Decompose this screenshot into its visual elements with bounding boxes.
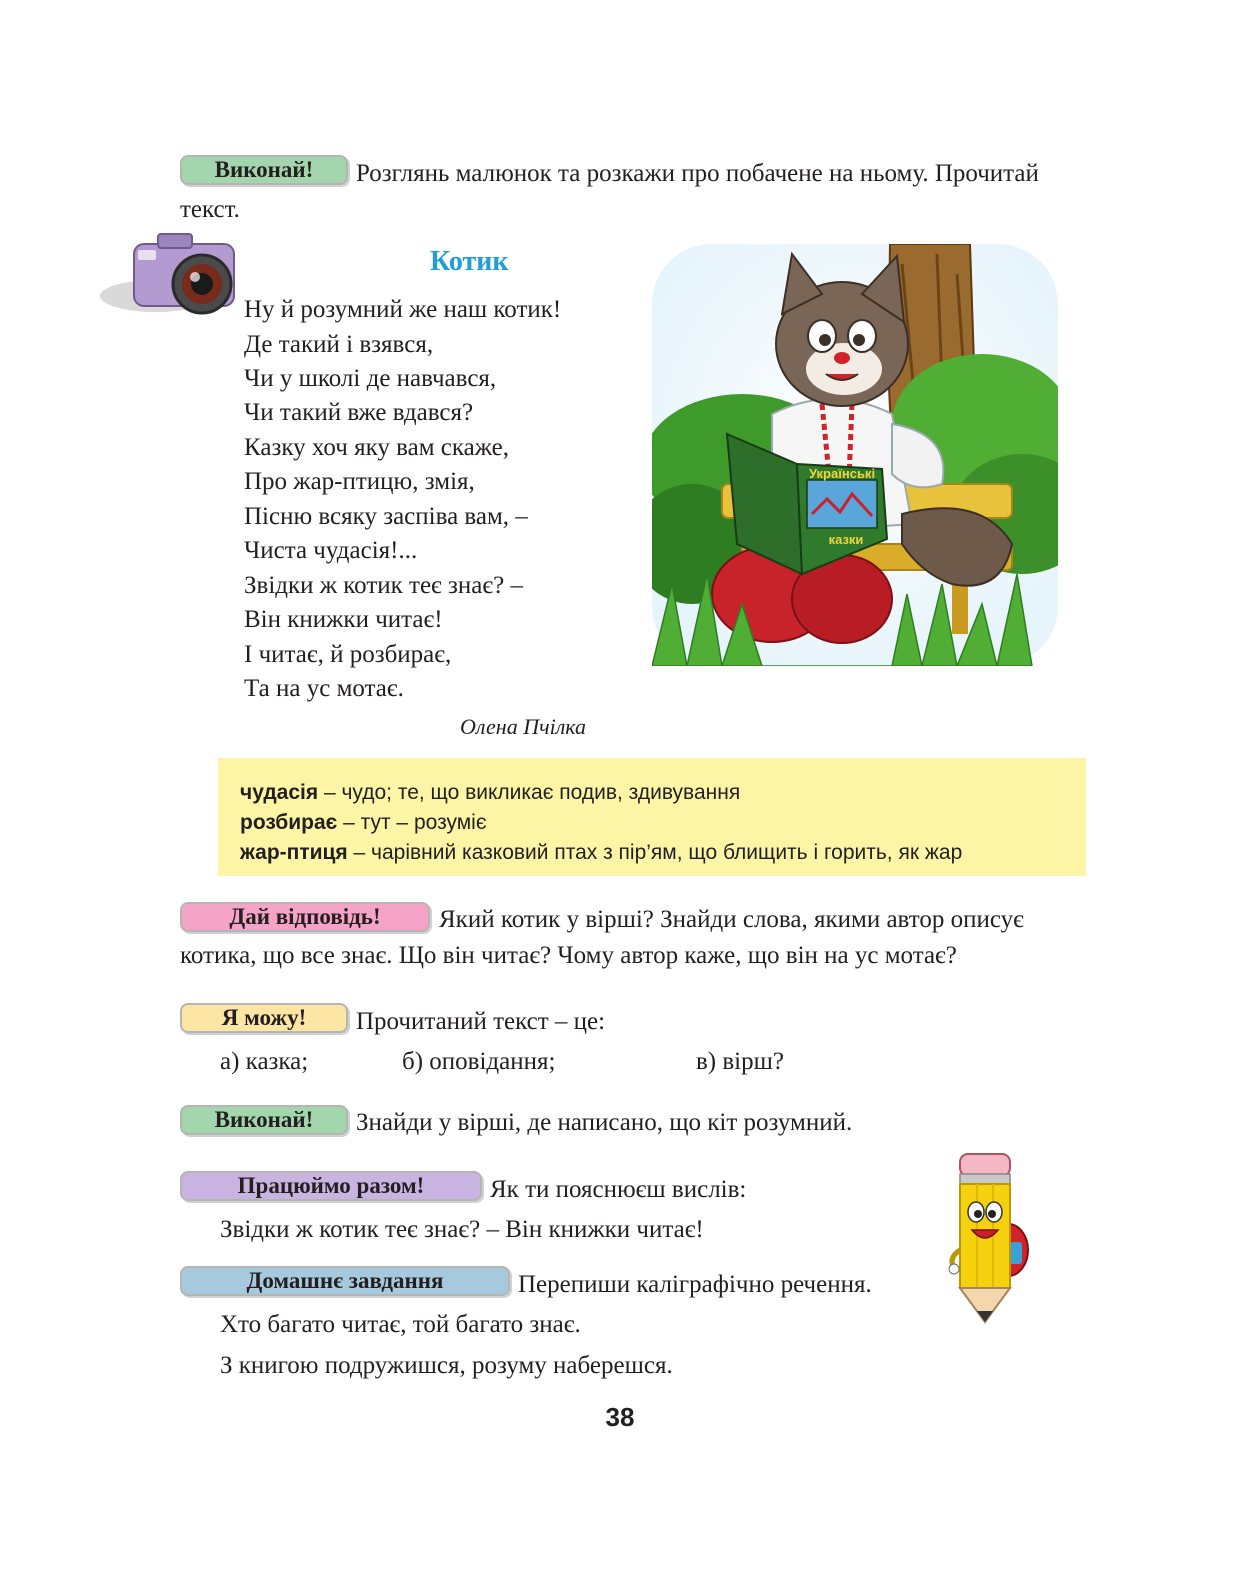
glossary-term: жар-птиця	[240, 841, 348, 864]
task1-instruction-line2: текст.	[180, 196, 240, 223]
task5-question: Як ти пояснюєш вислів:	[490, 1176, 747, 1203]
glossary-entry	[240, 838, 1086, 868]
glossary-term: чудасія	[240, 781, 319, 804]
answer-option-b: б) оповідання;	[402, 1048, 556, 1075]
poem-line: Він книжки читає!	[244, 606, 443, 633]
task-badge-work-together: Працюймо разом!	[180, 1171, 482, 1201]
poem-line: Та на ус мотає.	[244, 675, 404, 702]
poem-line: Про жар-птицю, змія,	[244, 468, 475, 495]
pencil-mascot-icon	[946, 1150, 1032, 1326]
glossary-entry	[240, 808, 1086, 838]
task4-instruction: Знайди у вірші, де написано, що кіт розумний.	[356, 1109, 853, 1136]
answer-option-a: а) казка;	[220, 1048, 309, 1075]
task5-quote: Звідки ж котик теє знає? – Він книжки читає!	[220, 1216, 704, 1243]
poem-line: Звідки ж котик теє знає? –	[244, 572, 523, 599]
poem-line: І читає, й розбирає,	[244, 641, 452, 668]
poem-line: Чи такий вже вдався?	[244, 399, 474, 426]
book-title-top: Українські	[808, 466, 876, 481]
poem-line: Казку хоч яку вам скаже,	[244, 434, 510, 461]
cat-reading-illustration	[652, 244, 1058, 666]
poem-line: Де такий і взявся,	[244, 331, 434, 358]
answer-option-c: в) вірш?	[696, 1048, 784, 1075]
poem-title: Котик	[430, 246, 509, 277]
glossary-definition: – чарівний казковий птах з пір’ям, що блищить і горить, як жар	[347, 841, 963, 864]
poem-line: Пісню всяку заспіва вам, –	[244, 503, 528, 530]
task-badge-do: Виконай!	[180, 155, 348, 185]
task-badge-i-can: Я можу!	[180, 1003, 348, 1033]
task1-instruction-line1: Розглянь малюнок та розкажи про побачене на ньому. Прочитай	[356, 160, 1039, 187]
camera-icon	[98, 226, 244, 326]
task3-question: Прочитаний текст – це:	[356, 1008, 606, 1035]
glossary-definition: – тут – розуміє	[337, 811, 487, 834]
task2-question-line1: Який котик у вірші? Знайди слова, якими автор описує	[439, 906, 1024, 933]
homework-sentence-2: З книгою подружишся, розуму наберешся.	[220, 1352, 673, 1379]
task2-question-line2: котика, що все знає. Що він читає? Чому автор каже, що він на ус мотає?	[180, 942, 957, 969]
task-badge-homework: Домашнє завдання	[180, 1266, 510, 1296]
glossary-definition: – чудо; те, що викликає подив, здивування	[318, 781, 741, 804]
task-badge-answer: Дай відповідь!	[180, 902, 430, 932]
task6-instruction: Перепиши каліграфічно речення.	[518, 1271, 872, 1298]
homework-sentence-1: Хто багато читає, той багато знає.	[220, 1311, 581, 1338]
poem-line: Чиста чудасія!...	[244, 537, 418, 564]
task-badge-do: Виконай!	[180, 1105, 348, 1135]
poem-line: Чи у школі де навчався,	[244, 365, 497, 392]
glossary-entry	[240, 778, 1086, 808]
poem-author: Олена Пчілка	[460, 714, 587, 739]
glossary-term: розбирає	[240, 811, 338, 834]
glossary-box	[218, 758, 1086, 876]
poem-line: Ну й розумний же наш котик!	[244, 296, 562, 323]
book-title-bottom: казки	[828, 532, 864, 547]
page-number: 38	[605, 1402, 635, 1432]
